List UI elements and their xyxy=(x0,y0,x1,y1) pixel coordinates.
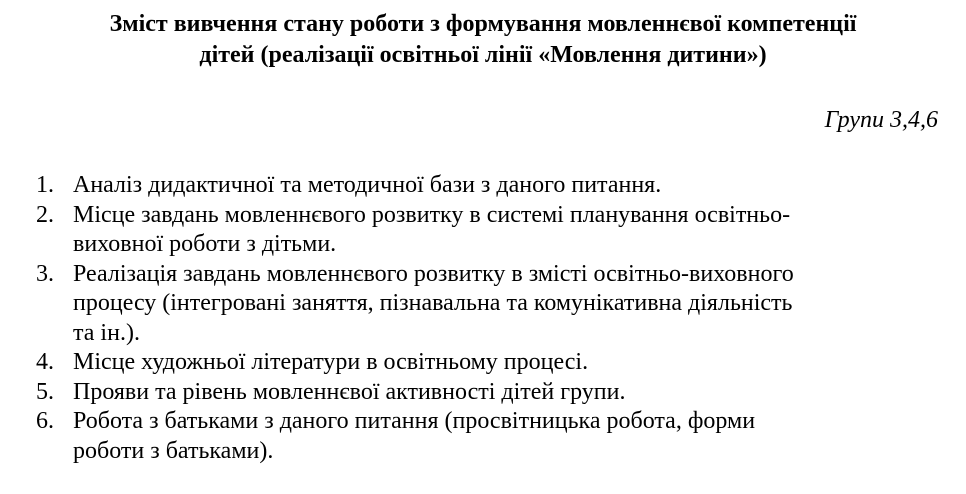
list-item-number: 1. xyxy=(36,172,54,198)
list-item-text-line-1: Реалізація завдань мовленнєвого розвитку в змісті освітньо-виховного xyxy=(73,260,794,287)
list-item-text-line-3: та ін.). xyxy=(73,319,140,346)
list-item-number: 3. xyxy=(36,260,54,287)
list-item-text-line-1: Робота з батьками з даного питання (просвітницька робота, форми xyxy=(73,408,756,434)
list-item-number: 6. xyxy=(36,408,54,434)
title-line-2: дітей (реалізації освітньої лінії «Мовлення дитини») xyxy=(199,42,767,68)
list-item xyxy=(36,378,936,408)
list-item-text: Місце художньої літератури в освітньому процесі. xyxy=(73,349,589,375)
list-item-text: Прояви та рівень мовленнєвої активності дітей групи. xyxy=(73,378,626,405)
list-item-text-line-2: процесу (інтегровані заняття, пізнавальна та комунікативна діяльність xyxy=(73,290,793,316)
topics-list xyxy=(36,171,936,466)
list-item-text-line-2: виховної роботи з дітьми. xyxy=(73,231,337,257)
list-item-text-line-2: роботи з батьками). xyxy=(73,437,274,464)
list-item xyxy=(36,201,936,260)
list-item xyxy=(36,348,936,378)
list-item-text: Аналіз дидактичної та методичної бази з даного питання. xyxy=(73,172,662,198)
list-item-number: 2. xyxy=(36,201,54,228)
document-title xyxy=(0,9,966,71)
list-item xyxy=(36,171,936,201)
groups-label: Групи 3,4,6 xyxy=(824,107,938,133)
list-item xyxy=(36,407,936,466)
title-line-1: Зміст вивчення стану роботи з формування мовленнєвої компетенції xyxy=(109,11,857,37)
list-item-number: 5. xyxy=(36,378,54,405)
list-item xyxy=(36,260,936,349)
list-item-number: 4. xyxy=(36,349,54,375)
list-item-text-line-1: Місце завдань мовленнєвого розвитку в системі планування освітньо- xyxy=(73,201,791,228)
